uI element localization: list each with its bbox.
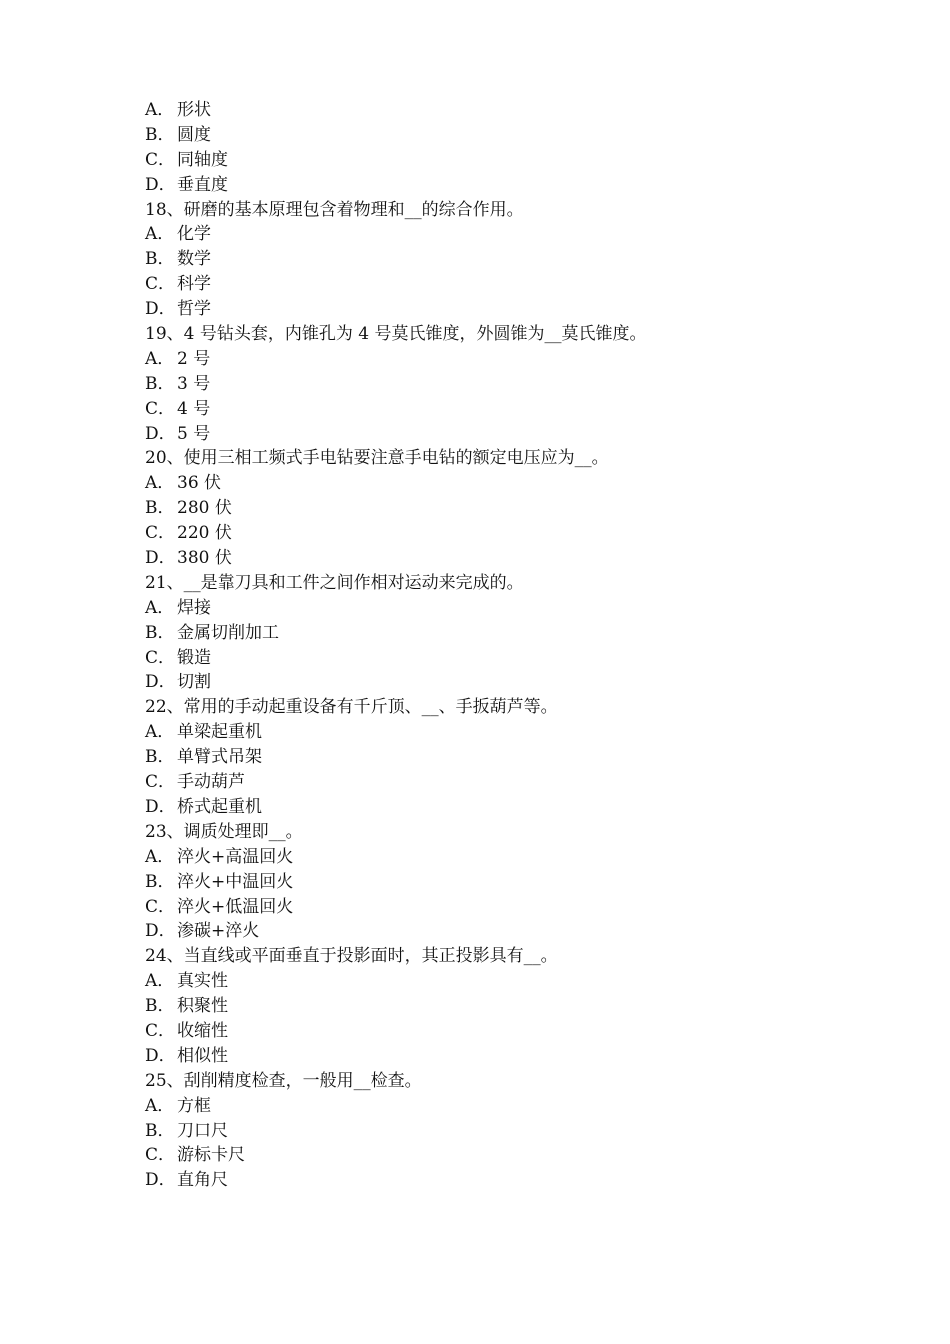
option-label: B．: [145, 373, 175, 394]
option-label: A．: [145, 473, 175, 494]
option-text: 方框: [177, 1095, 211, 1116]
option-label: C．: [145, 274, 176, 295]
option-text: 积聚性: [177, 996, 228, 1017]
option-text: 真实性: [177, 971, 228, 992]
option-label: C．: [145, 523, 176, 544]
option-a: [145, 98, 845, 123]
option-label: D．: [145, 548, 176, 569]
option-text: 相似性: [177, 1045, 228, 1066]
option-label: B．: [145, 1120, 175, 1141]
option-b: [145, 372, 845, 397]
option-text: 科学: [177, 274, 211, 295]
option-label: D．: [145, 796, 176, 817]
option-text: 手动葫芦: [177, 772, 245, 793]
option-text: 焊接: [177, 597, 211, 618]
option-c: [145, 397, 845, 422]
question-19: [145, 322, 845, 446]
question-18: [145, 198, 845, 322]
option-d: [145, 297, 845, 322]
document-page: [145, 98, 845, 1193]
option-text: 同轴度: [177, 149, 228, 170]
option-label: C．: [145, 1145, 176, 1166]
option-label: A．: [145, 1095, 175, 1116]
option-b: [145, 745, 845, 770]
option-label: B．: [145, 996, 175, 1017]
option-text: 渗碳+淬火: [177, 921, 260, 942]
option-text: 圆度: [177, 124, 211, 145]
option-text: 5 号: [177, 423, 211, 444]
option-label: A．: [145, 100, 175, 120]
option-c: [145, 1019, 845, 1044]
option-a: [145, 969, 845, 994]
option-a: [145, 1094, 845, 1119]
question-stem: 18、研磨的基本原理包含着物理和__的综合作用。: [145, 199, 524, 220]
option-text: 化学: [177, 224, 211, 245]
option-b: [145, 123, 845, 148]
option-c: [145, 895, 845, 920]
option-text: 垂直度: [177, 174, 228, 195]
question-23: [145, 820, 845, 944]
option-a: [145, 222, 845, 247]
option-text: 4 号: [177, 398, 211, 419]
option-text: 数学: [177, 249, 211, 270]
option-text: 金属切削加工: [177, 622, 279, 643]
question-stem: 25、刮削精度检查，一般用__检查。: [145, 1070, 422, 1091]
option-label: A．: [145, 348, 175, 369]
option-d: [145, 1168, 845, 1193]
option-text: 220 伏: [177, 523, 232, 544]
option-label: A．: [145, 846, 175, 867]
option-label: B．: [145, 498, 175, 519]
question-22: [145, 695, 845, 819]
question-stem: 24、当直线或平面垂直于投影面时，其正投影具有__。: [145, 946, 558, 967]
option-d: [145, 546, 845, 571]
option-text: 游标卡尺: [177, 1145, 245, 1166]
option-label: A．: [145, 597, 175, 618]
option-b: [145, 994, 845, 1019]
option-label: D．: [145, 174, 176, 195]
option-c: [145, 1143, 845, 1168]
option-label: A．: [145, 971, 175, 992]
option-a: [145, 596, 845, 621]
option-label: A．: [145, 722, 175, 743]
option-b: [145, 621, 845, 646]
option-label: C．: [145, 772, 176, 793]
option-label: A．: [145, 224, 175, 245]
option-text: 单梁起重机: [177, 722, 262, 743]
question-stem: 21、__是靠刀具和工件之间作相对运动来完成的。: [145, 572, 524, 593]
option-label: C．: [145, 1020, 176, 1041]
option-label: D．: [145, 921, 176, 942]
option-text: 桥式起重机: [177, 796, 262, 817]
question-stem: 20、使用三相工频式手电钻要注意手电钻的额定电压应为__。: [145, 448, 609, 469]
option-label: C．: [145, 896, 176, 917]
option-label: B．: [145, 249, 175, 270]
option-text: 单臂式吊架: [177, 747, 262, 768]
option-text: 3 号: [177, 373, 211, 394]
question-stem: 23、调质处理即__。: [145, 821, 303, 842]
option-label: B．: [145, 124, 175, 145]
question-20: [145, 446, 845, 570]
option-label: B．: [145, 871, 175, 892]
option-text: 哲学: [177, 299, 211, 320]
option-text: 淬火+低温回火: [177, 896, 294, 917]
option-text: 刀口尺: [177, 1120, 228, 1141]
option-text: 淬火+高温回火: [177, 846, 294, 867]
option-text: 锻造: [177, 647, 211, 668]
option-b: [145, 247, 845, 272]
lead-options: [145, 98, 845, 198]
option-text: 形状: [177, 100, 211, 120]
option-label: C．: [145, 149, 176, 170]
option-c: [145, 646, 845, 671]
option-b: [145, 496, 845, 521]
option-a: [145, 720, 845, 745]
option-c: [145, 521, 845, 546]
option-text: 直角尺: [177, 1170, 228, 1191]
option-text: 36 伏: [177, 473, 222, 494]
option-d: [145, 795, 845, 820]
option-d: [145, 422, 845, 447]
option-d: [145, 173, 845, 198]
option-d: [145, 919, 845, 944]
option-label: C．: [145, 647, 176, 668]
option-label: D．: [145, 1045, 176, 1066]
option-text: 切割: [177, 672, 211, 693]
option-c: [145, 770, 845, 795]
question-21: [145, 571, 845, 695]
option-label: D．: [145, 299, 176, 320]
option-a: [145, 845, 845, 870]
option-text: 收缩性: [177, 1020, 228, 1041]
option-c: [145, 148, 845, 173]
option-label: B．: [145, 622, 175, 643]
question-stem: 19、4 号钻头套，内锥孔为 4 号莫氏锥度，外圆锥为__莫氏锥度。: [145, 324, 647, 345]
option-a: [145, 471, 845, 496]
option-label: C．: [145, 398, 176, 419]
question-stem: 22、常用的手动起重设备有千斤顶、__、手扳葫芦等。: [145, 697, 558, 718]
option-c: [145, 272, 845, 297]
question-24: [145, 944, 845, 1068]
option-text: 淬火+中温回火: [177, 871, 294, 892]
option-text: 380 伏: [177, 548, 232, 569]
option-d: [145, 670, 845, 695]
option-d: [145, 1044, 845, 1069]
option-text: 2 号: [177, 348, 211, 369]
option-a: [145, 347, 845, 372]
option-label: B．: [145, 747, 175, 768]
option-b: [145, 870, 845, 895]
option-text: 280 伏: [177, 498, 232, 519]
question-25: [145, 1069, 845, 1193]
option-label: D．: [145, 1170, 176, 1191]
option-label: D．: [145, 672, 176, 693]
option-label: D．: [145, 423, 176, 444]
option-b: [145, 1119, 845, 1144]
